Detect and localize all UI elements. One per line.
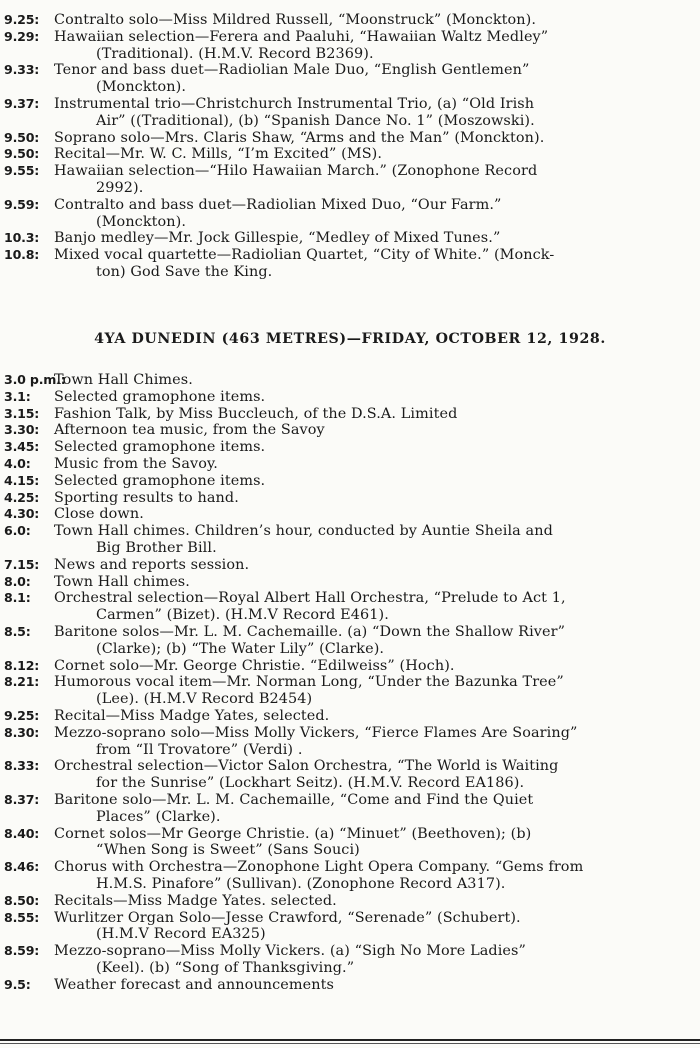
station-heading: 4YA DUNEDIN (463 METRES)—FRIDAY, OCTOBER 12, 1928.	[94, 331, 606, 347]
entry-text-line: ton) God Save the King.	[96, 263, 273, 280]
entry-text-line: Baritone solos—Mr. L. M. Cachemaille. (a) “Down the Shallow River”	[54, 623, 566, 640]
programme-entry	[0, 96, 700, 130]
entry-text-line: Recital—Mr. W. C. Mills, “I’m Excited” (MS).	[54, 146, 383, 163]
programme-entry	[0, 859, 700, 893]
entry-time: 8.37:	[4, 791, 40, 807]
entry-time: 9.50:	[4, 146, 40, 162]
programme-entry	[0, 62, 700, 96]
entry-time: 3.15:	[4, 405, 40, 421]
entry-text-line: Orchestral selection—Royal Albert Hall Orchestra, “Prelude to Act 1,	[54, 590, 566, 607]
programme-entry	[0, 422, 700, 439]
entry-time: 8.40:	[4, 825, 40, 841]
bottom-rule-thin	[0, 1043, 700, 1044]
entry-text-line: News and reports session.	[54, 556, 250, 573]
entry-text-line: H.M.S. Pinafore” (Sullivan). (Zonophone Record A317).	[96, 875, 506, 892]
entry-time: 10.3:	[4, 230, 40, 246]
entry-text-line: Town Hall Chimes.	[54, 372, 193, 388]
entry-text-line: Orchestral selection—Victor Salon Orchestra, “The World is Waiting	[54, 758, 559, 775]
entry-time: 3.30:	[4, 422, 40, 438]
programme-entry	[0, 473, 700, 490]
entry-time: 8.5:	[4, 623, 31, 639]
entry-text-line: (Traditional). (H.M.V. Record B2369).	[96, 45, 374, 62]
programme-entry	[0, 893, 700, 910]
entry-text-line: Town Hall chimes.	[54, 573, 190, 590]
entry-time: 8.59:	[4, 943, 40, 959]
programme-entry	[0, 624, 700, 658]
entry-text-line: Chorus with Orchestra—Zonophone Light Opera Company. “Gems from	[54, 859, 584, 876]
programme-entry	[0, 977, 700, 994]
entry-time: 3.0 p.m.:	[4, 372, 66, 387]
entry-time: 9.59:	[4, 196, 40, 212]
entry-text-line: Places” (Clarke).	[96, 808, 221, 825]
programme-entry	[0, 574, 700, 591]
entry-text-line: Recital—Miss Madge Yates, selected.	[54, 707, 330, 724]
entry-text-line: Baritone solo—Mr. L. M. Cachemaille, “Come and Find the Quiet	[54, 791, 534, 808]
entry-text-line: Selected gramophone items.	[54, 388, 266, 405]
entry-time: 4.25:	[4, 489, 40, 505]
entry-text-line: Town Hall chimes. Children’s hour, conducted by Auntie Sheila and	[54, 523, 553, 540]
programme-entry	[0, 792, 700, 826]
entry-text-line: (Keel). (b) “Song of Thanksgiving.”	[96, 959, 355, 976]
entry-text-line: Mezzo-soprano solo—Miss Molly Vickers, “Fierce Flames Are Soaring”	[54, 724, 578, 741]
entry-time: 8.1:	[4, 590, 31, 606]
entry-time: 8.21:	[4, 674, 40, 690]
programme-entry	[0, 456, 700, 473]
programme-entry	[0, 557, 700, 574]
entry-text-line: Contralto solo—Miss Mildred Russell, “Moonstruck” (Monckton).	[54, 12, 537, 28]
entry-text-line: (Monckton).	[96, 79, 187, 96]
programme-entry	[0, 523, 700, 557]
entry-time: 8.0:	[4, 573, 31, 589]
entry-time: 6.0:	[4, 523, 31, 539]
programme-entry	[0, 406, 700, 423]
programme-entry	[0, 29, 700, 63]
programme-entry	[0, 146, 700, 163]
entry-time: 3.45:	[4, 439, 40, 455]
entry-time: 8.46:	[4, 859, 40, 875]
programme-entry	[0, 230, 700, 247]
entry-text-line: Air” ((Traditional), (b) “Spanish Dance No. 1” (Moszowski).	[96, 112, 535, 129]
entry-text-line: Soprano solo—Mrs. Claris Shaw, “Arms and the Man” (Monckton).	[54, 129, 545, 146]
entry-text-line: Weather forecast and announcements	[54, 976, 335, 993]
entry-text-line: Selected gramophone items.	[54, 439, 266, 456]
entry-time: 8.55:	[4, 909, 40, 925]
entry-text-line: Humorous vocal item—Mr. Norman Long, “Under the Bazunka Tree”	[54, 674, 564, 691]
entry-time: 8.30:	[4, 724, 40, 740]
programme-entry	[0, 725, 700, 759]
entry-time: 4.0:	[4, 455, 31, 471]
programme-entry	[0, 247, 700, 281]
programme-entry	[0, 708, 700, 725]
entry-time: 8.50:	[4, 892, 40, 908]
entry-time: 3.1:	[4, 388, 31, 404]
programme-entry	[0, 163, 700, 197]
programme-entry	[0, 197, 700, 231]
entry-text-line: Recitals—Miss Madge Yates. selected.	[54, 892, 337, 909]
entry-text-line: Tenor and bass duet—Radiolian Male Duo, “English Gentlemen”	[54, 62, 530, 79]
entry-text-line: (Monckton).	[96, 213, 187, 230]
entry-text-line: Cornet solos—Mr George Christie. (a) “Minuet” (Beethoven); (b)	[54, 825, 532, 842]
entry-time: 9.25:	[4, 12, 40, 27]
entry-text-line: Selected gramophone items.	[54, 472, 266, 489]
programme-entry	[0, 372, 700, 389]
entry-time: 9.55:	[4, 163, 40, 179]
entry-time: 7.15:	[4, 556, 40, 572]
entry-text-line: Wurlitzer Organ Solo—Jesse Crawford, “Serenade” (Schubert).	[54, 909, 521, 926]
entry-text-line: Carmen” (Bizet). (H.M.V Record E461).	[96, 607, 389, 624]
programme-section-continued	[0, 12, 700, 281]
entry-time: 10.8:	[4, 247, 40, 263]
entry-time: 9.25:	[4, 707, 40, 723]
programme-section-4ya-dunedin	[0, 372, 700, 993]
entry-text-line: Mezzo-soprano—Miss Molly Vickers. (a) “Sigh No More Ladies”	[54, 943, 526, 960]
entry-text-line: Instrumental trio—Christchurch Instrumental Trio, (a) “Old Irish	[54, 95, 535, 112]
programme-entry	[0, 130, 700, 147]
entry-text-line: Afternoon tea music, from the Savoy	[54, 422, 325, 439]
entry-text-line: Cornet solo—Mr. George Christie. “Edilweiss” (Hoch).	[54, 657, 455, 674]
entry-text-line: (Clarke); (b) “The Water Lily” (Clarke).	[96, 640, 385, 657]
entry-text-line: 2992).	[96, 179, 144, 196]
entry-time: 8.12:	[4, 657, 40, 673]
entry-time: 9.50:	[4, 129, 40, 145]
programme-entry	[0, 658, 700, 675]
entry-text-line: Contralto and bass duet—Radiolian Mixed Duo, “Our Farm.”	[54, 196, 502, 213]
entry-text-line: from “Il Trovatore” (Verdi) .	[96, 741, 303, 758]
entry-text-line: “When Song is Sweet” (Sans Souci)	[96, 842, 360, 859]
entry-time: 9.5:	[4, 976, 31, 992]
programme-entry	[0, 674, 700, 708]
entry-time: 4.30:	[4, 506, 40, 522]
entry-time: 9.33:	[4, 62, 40, 78]
programme-entry	[0, 506, 700, 523]
entry-text-line: Close down.	[54, 506, 144, 523]
entry-time: 8.33:	[4, 758, 40, 774]
programme-entry	[0, 12, 700, 29]
entry-text-line: (Lee). (H.M.V Record B2454)	[96, 691, 313, 708]
bottom-rule	[0, 1039, 700, 1041]
programme-entry	[0, 389, 700, 406]
entry-text-line: Music from the Savoy.	[54, 455, 218, 472]
entry-text-line: Fashion Talk, by Miss Buccleuch, of the D.S.A. Limited	[54, 405, 458, 422]
entry-text-line: Sporting results to hand.	[54, 489, 239, 506]
entry-text-line: Mixed vocal quartette—Radiolian Quartet, “City of White.” (Monck-	[54, 247, 555, 264]
entry-time: 9.29:	[4, 28, 40, 44]
programme-entry	[0, 943, 700, 977]
entry-text-line: Big Brother Bill.	[96, 539, 217, 556]
entry-text-line: Hawaiian selection—“Hilo Hawaiian March.” (Zonophone Record	[54, 163, 538, 180]
programme-entry	[0, 758, 700, 792]
programme-entry	[0, 439, 700, 456]
programme-entry	[0, 490, 700, 507]
entry-time: 9.37:	[4, 95, 40, 111]
programme-entry	[0, 590, 700, 624]
entry-text-line: Banjo medley—Mr. Jock Gillespie, “Medley of Mixed Tunes.”	[54, 230, 501, 247]
programme-entry	[0, 910, 700, 944]
entry-text-line: Hawaiian selection—Ferera and Paaluhi, “Hawaiian Waltz Medley”	[54, 28, 549, 45]
programme-entry	[0, 826, 700, 860]
entry-time: 4.15:	[4, 472, 40, 488]
entry-text-line: for the Sunrise” (Lockhart Seitz). (H.M.V. Record EA186).	[96, 775, 525, 792]
entry-text-line: (H.M.V Record EA325)	[96, 926, 266, 943]
